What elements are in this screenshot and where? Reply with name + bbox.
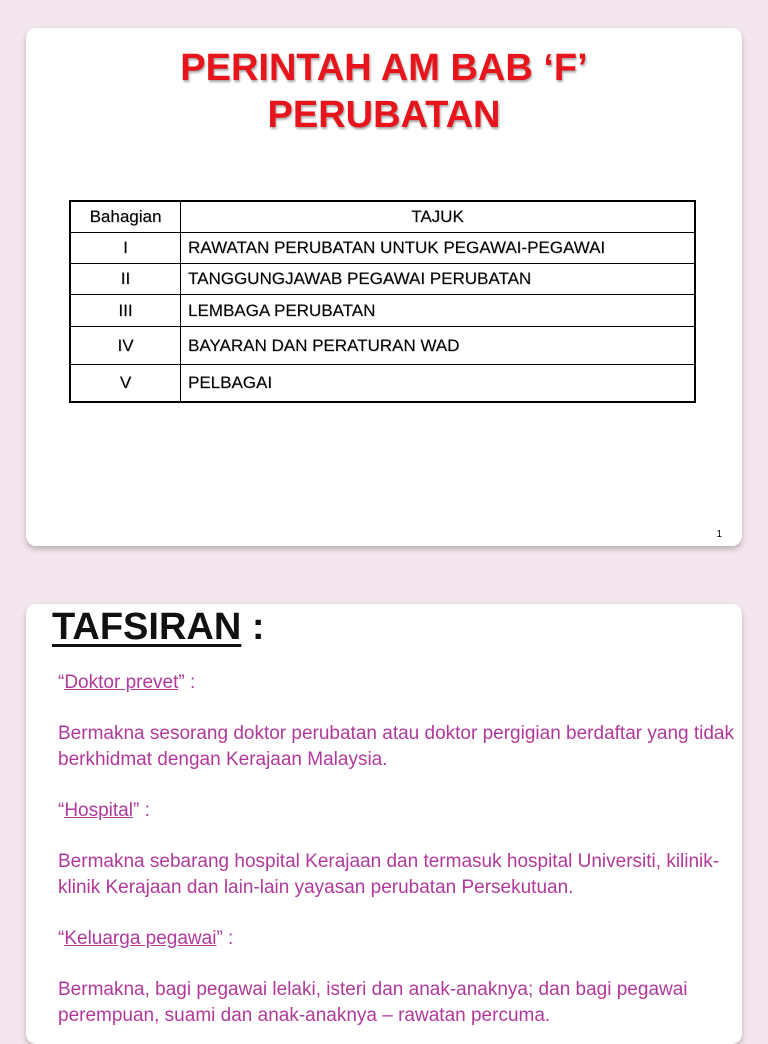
close-quote: ” : — [216, 928, 234, 949]
row-number: II — [70, 264, 181, 295]
definition-term — [58, 926, 742, 952]
definition-text: Bermakna sesorang doktor perubatan atau doktor pergigian berdaftar yang tidak berkhidmat dengan Kerajaan Malaysia. — [58, 723, 734, 770]
table-row — [70, 295, 695, 327]
term-link[interactable]: Keluarga pegawai — [64, 928, 217, 949]
row-title: PELBAGAI — [181, 365, 696, 403]
table-row — [70, 233, 695, 264]
slide-title — [26, 45, 742, 139]
row-title: BAYARAN DAN PERATURAN WAD — [181, 327, 696, 365]
definitions-list — [58, 670, 742, 1044]
slide-1 — [26, 28, 742, 546]
definition-text: Bermakna sebarang hospital Kerajaan dan termasuk hospital Universiti, kilinik-klinik Kerajaan dan lain-lain yayasan perubatan Persekutuan. — [58, 851, 720, 898]
heading-text: TAFSIRAN — [52, 606, 242, 648]
header-tajuk: TAJUK — [181, 201, 696, 233]
title-line-2: PERUBATAN — [267, 94, 501, 136]
section-heading — [52, 604, 265, 650]
definition-term — [58, 798, 742, 824]
close-quote: ” : — [132, 800, 150, 821]
term-link[interactable]: Hospital — [64, 800, 133, 821]
definition-text: Bermakna, bagi pegawai lelaki, isteri dan anak-anaknya; dan bagi pegawai perempuan, suami dan anak-anaknya – rawatan percuma. — [58, 979, 688, 1026]
table-header-row — [70, 201, 695, 233]
title-line-1: PERINTAH AM BAB ‘F’ — [180, 47, 588, 89]
close-quote: ” : — [178, 672, 196, 693]
row-title: LEMBAGA PERUBATAN — [181, 295, 696, 327]
table-row — [70, 365, 695, 403]
row-number: IV — [70, 327, 181, 365]
row-title: RAWATAN PERUBATAN UNTUK PEGAWAI-PEGAWAI — [181, 233, 696, 264]
page-number: 1 — [716, 529, 722, 540]
table-row — [70, 327, 695, 365]
header-bahagian: Bahagian — [70, 201, 181, 233]
open-quote: “ — [58, 800, 65, 821]
definition-term — [58, 670, 742, 696]
row-number: III — [70, 295, 181, 327]
open-quote: “ — [58, 928, 65, 949]
row-number: I — [70, 233, 181, 264]
row-title: TANGGUNGJAWAB PEGAWAI PERUBATAN — [181, 264, 696, 295]
term-link[interactable]: Doktor prevet — [64, 672, 179, 693]
open-quote: “ — [58, 672, 65, 693]
heading-colon: : — [241, 606, 265, 648]
slide-2 — [26, 604, 742, 1044]
table-row — [70, 264, 695, 295]
row-number: V — [70, 365, 181, 403]
contents-table — [69, 200, 696, 403]
